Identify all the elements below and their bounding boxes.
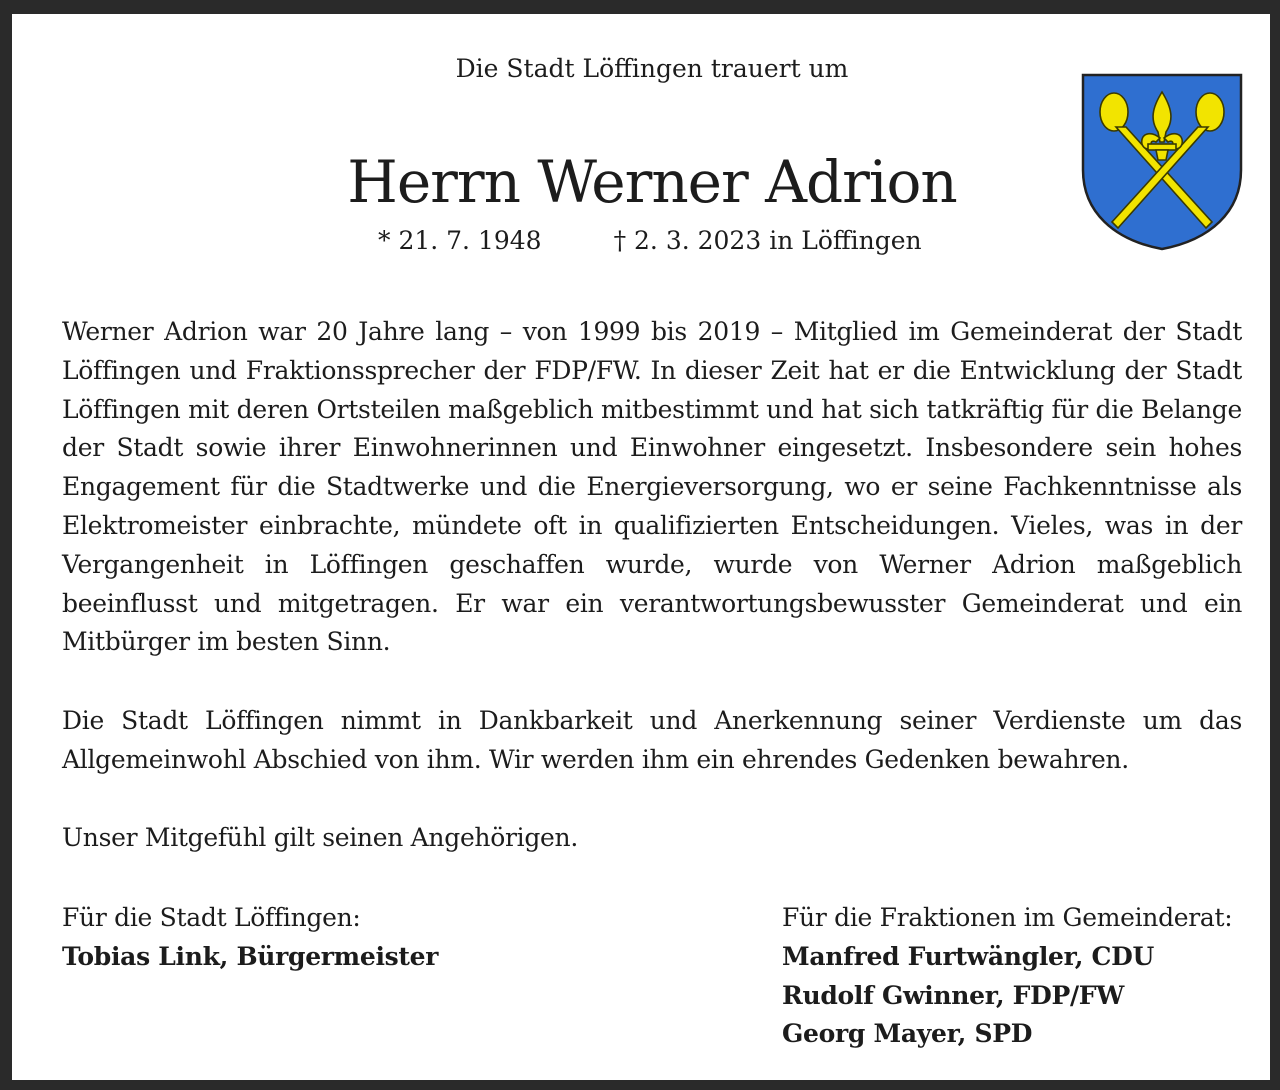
signatory-name: Tobias Link, Bürgermeister [62,941,439,971]
signature-heading: Für die Fraktionen im Gemeinderat: [782,903,1233,932]
signature-heading: Für die Stadt Löffingen: [62,903,361,932]
death-date: † 2. 3. 2023 in Löffingen [613,226,922,255]
intro-line: Die Stadt Löffingen trauert um [455,54,849,83]
deceased-name: Herrn Werner Adrion [347,148,957,216]
paragraph-condolence: Unser Mitgefühl gilt seinen Angehörigen. [62,823,578,852]
life-dates [378,226,938,255]
signatory-name: Manfred Furtwängler, CDU [782,941,1154,971]
signature-block-city [62,899,438,977]
coat-of-arms-icon [1080,72,1244,252]
paragraph-farewell: Die Stadt Löffingen nimmt in Dankbarkeit und Anerkennung seiner Verdienste um das Allgemeinwohl Abschied von ihm. Wir werden ihm ein ehrendes Gedenken bewahren. [62,706,1242,774]
signature-block-factions [782,899,1232,1054]
signatory-name: Georg Mayer, SPD [782,1019,1033,1049]
signatory-name: Rudolf Gwinner, FDP/FW [782,980,1125,1010]
birth-date: * 21. 7. 1948 [378,226,542,255]
paragraph-tribute: Werner Adrion war 20 Jahre lang – von 1999 bis 2019 – Mitglied im Gemeinderat der Stadt Löffingen und Fraktionssprecher der FDP/FW. In dieser Zeit hat er die Entwicklung der Stadt Löffingen mit deren Ortsteilen maßgeblich mitbestimmt und hat sich tatkräftig für die Belange der Stadt sowie ihrer Einwohnerinnen und Einwohner eingesetzt. Insbesondere sein hohes Engagement für die Stadtwerke und die Energieversorgung, wo er seine Fachkenntnisse als Elektromeister einbrachte, mündete oft in qualifizierten Entscheidungen. Vieles, was in der Vergangenheit in Löffingen geschaffen wurde, wurde von Werner Adrion maßgeblich beeinflusst und mitgetragen. Er war ein verantwortungsbewusster Gemeinderat und ein Mitbürger im besten Sinn. [62,317,1242,657]
